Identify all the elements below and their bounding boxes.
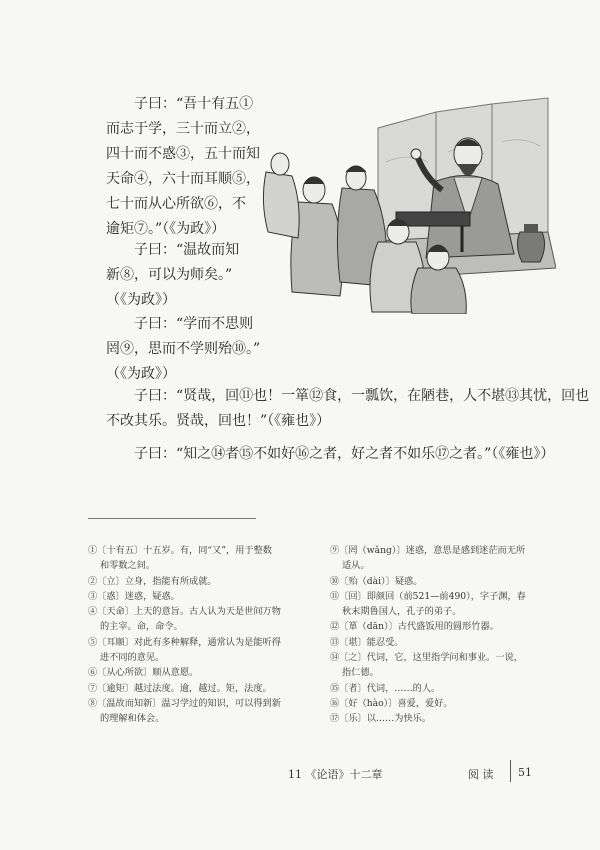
footnote-line: ⑩〔殆（dài）〕疑惑。 <box>330 575 423 587</box>
footnote-line: ⑭〔之〕代词，它，这里指学问和事业。一说， <box>330 652 523 664</box>
footnote-line: 适从。 <box>342 560 370 572</box>
footnote-line: 和零数之间。 <box>100 560 156 572</box>
footnotes-left <box>88 543 281 727</box>
footnote-line: ④〔天命〕上天的意旨。古人认为天是世间万物 <box>88 606 281 618</box>
text-line: 天命④，六十而耳顺⑤， <box>106 171 260 187</box>
text-line: （《为政》） <box>106 292 176 308</box>
footnote-line: ⑦〔逾矩〕越过法度。逾，越过。矩，法度。 <box>88 682 272 694</box>
confucius-teaching-illustration <box>258 92 556 314</box>
text-line: 新⑧，可以为师矣。” <box>106 267 233 283</box>
passage-3 <box>106 312 260 387</box>
footnote-line: 秋末期鲁国人，孔子的弟子。 <box>342 606 462 618</box>
passage-5 <box>106 442 554 467</box>
text-line: 子曰：“温故而知 <box>134 242 240 258</box>
footnote-line: 的理解和体会。 <box>100 713 165 725</box>
text-line: 逾矩⑦。”（《为政》） <box>106 221 226 237</box>
footnote-line: ⑥〔从心所欲〕顺从意愿。 <box>88 667 199 679</box>
footnote-line: ⑰〔乐〕以……为快乐。 <box>330 713 432 725</box>
footnote-line: ⑤〔耳顺〕对此有多种解释，通常认为是能听得 <box>88 636 281 648</box>
footnote-divider <box>88 518 256 519</box>
footnote-line: 进不同的意见。 <box>100 652 165 664</box>
text-line: （《为政》） <box>106 366 176 382</box>
text-line: 子曰：“学而不思则 <box>134 316 254 332</box>
footnote-line: ⑫〔箪（dān）〕古代盛饭用的圆形竹器。 <box>330 621 499 633</box>
footnote-line: ⑪〔回〕即颜回（前521—前490），字子渊，春 <box>330 590 526 602</box>
text-line: 罔⑨，思而不学则殆⑩。” <box>106 341 261 357</box>
footnote-line: 指仁德。 <box>342 667 379 679</box>
text-line: 四十而不惑③，五十而知 <box>106 146 260 162</box>
chapter-label: 11 《论语》十二章 <box>288 768 383 781</box>
passage-1 <box>106 92 260 242</box>
footnote-line: ⑧〔温故而知新〕温习学过的知识，可以得到新 <box>88 697 281 709</box>
footnote-line: ⑨〔罔（wǎng）〕迷惑，意思是感到迷茫而无所 <box>330 545 526 556</box>
footnote-line: ②〔立〕立身，指能有所成就。 <box>88 575 217 587</box>
footnote-line: ⑯〔好（hào）〕喜爱，爱好。 <box>330 697 453 709</box>
page-number: 51 <box>518 766 532 779</box>
text-line: 而志于学，三十而立②， <box>106 121 260 137</box>
footnote-line: 的主宰。命，命令。 <box>100 621 183 633</box>
footnote-line: ⑮〔者〕代词，……的人。 <box>330 682 441 694</box>
text-line: 子曰：“知之⑭者⑮不如好⑯之者，好之者不如乐⑰之者。”（《雍也》） <box>134 446 555 462</box>
passage-4 <box>106 384 589 434</box>
passage-2 <box>106 238 239 313</box>
footer-separator <box>510 760 511 782</box>
footnote-line: ⑬〔堪〕能忍受。 <box>330 636 404 648</box>
footnote-line: ③〔惑〕迷惑，疑惑。 <box>88 590 180 602</box>
footnote-line: ①〔十有五〕十五岁。有，同“又”，用于整数 <box>88 545 272 556</box>
text-line: 七十而从心所欲⑥，不 <box>106 196 246 212</box>
section-label: 阅 读 <box>468 768 494 781</box>
text-line: 子曰：“吾十有五① <box>134 96 254 112</box>
text-line: 不改其乐。贤哉，回也！”（《雍也》） <box>106 413 331 429</box>
text-line: 子曰：“贤哉，回⑪也！一箪⑫食，一瓢饮，在陋巷，人不堪⑬其忧，回也 <box>134 388 590 404</box>
footnotes-right <box>330 543 526 727</box>
